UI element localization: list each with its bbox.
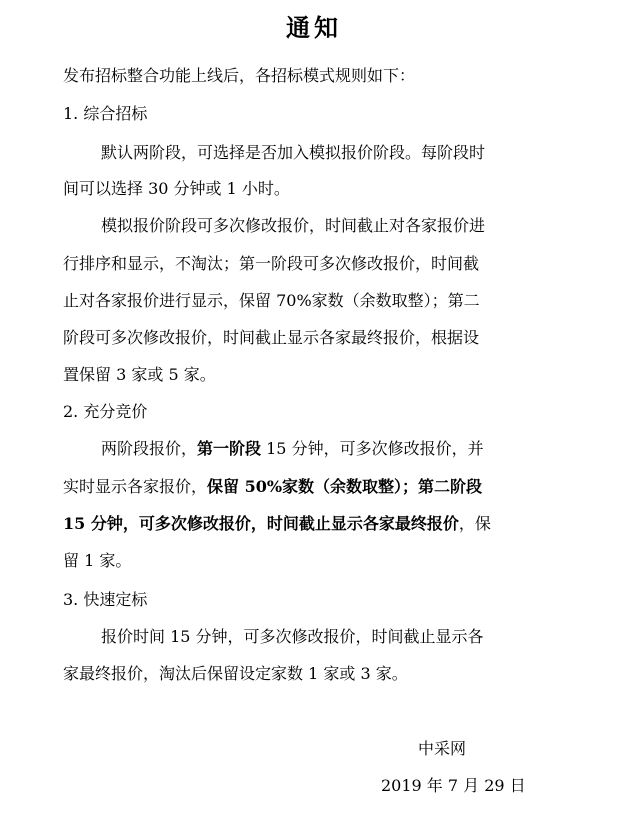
signature-org: 中采网 bbox=[418, 739, 467, 758]
section-2-line-3 bbox=[63, 514, 563, 534]
section-1-para-1-line-2: 间可以选择 30 分钟或 1 小时。 bbox=[63, 179, 290, 198]
section-2-line-3-b: ，保 bbox=[458, 514, 491, 533]
section-heading-3: 3. 快速定标 bbox=[63, 590, 148, 609]
section-3-line-1: 报价时间 15 分钟，可多次修改报价，时间截止显示各 bbox=[101, 627, 484, 646]
section-2-bold-phase-one: 第一阶段 bbox=[197, 439, 262, 458]
section-1-para-2-line-4: 阶段可多次修改报价，时间截止显示各家最终报价，根据设 bbox=[63, 328, 480, 347]
section-2-bold-phase-two: 15 分钟，可多次修改报价，时间截止显示各家最终报价 bbox=[63, 514, 459, 533]
section-3-line-2: 家最终报价，淘汰后保留设定家数 1 家或 3 家。 bbox=[63, 664, 408, 683]
section-heading-1: 1. 综合招标 bbox=[63, 104, 148, 123]
document-title: 通知 bbox=[286, 13, 342, 42]
section-2-line-2 bbox=[63, 477, 563, 497]
section-1-para-2-line-2: 行排序和显示，不淘汰；第一阶段可多次修改报价，时间截 bbox=[63, 254, 480, 273]
section-1-para-1-line-1: 默认两阶段，可选择是否加入模拟报价阶段。每阶段时 bbox=[101, 143, 486, 162]
section-2-line-1 bbox=[101, 439, 601, 459]
section-1-para-2-line-1: 模拟报价阶段可多次修改报价，时间截止对各家报价进 bbox=[101, 216, 486, 235]
signature-date: 2019 年 7 月 29 日 bbox=[381, 776, 526, 795]
section-1-para-2-line-3: 止对各家报价进行显示，保留 70%家数（余数取整）；第二 bbox=[63, 291, 480, 310]
section-2-line-2-a: 实时显示各家报价， bbox=[63, 477, 208, 496]
section-2-line-1-c: 15 分钟，可多次修改报价，并 bbox=[261, 439, 484, 458]
section-2-bold-retain: 保留 50%家数（余数取整）；第二阶段 bbox=[207, 477, 483, 496]
section-heading-2: 2. 充分竞价 bbox=[63, 402, 148, 421]
intro-text: 发布招标整合功能上线后，各招标模式规则如下： bbox=[63, 66, 416, 85]
section-2-line-1-a: 两阶段报价， bbox=[101, 439, 198, 458]
section-2-line-4: 留 1 家。 bbox=[63, 551, 132, 570]
section-1-para-2-line-5: 置保留 3 家或 5 家。 bbox=[63, 365, 216, 384]
